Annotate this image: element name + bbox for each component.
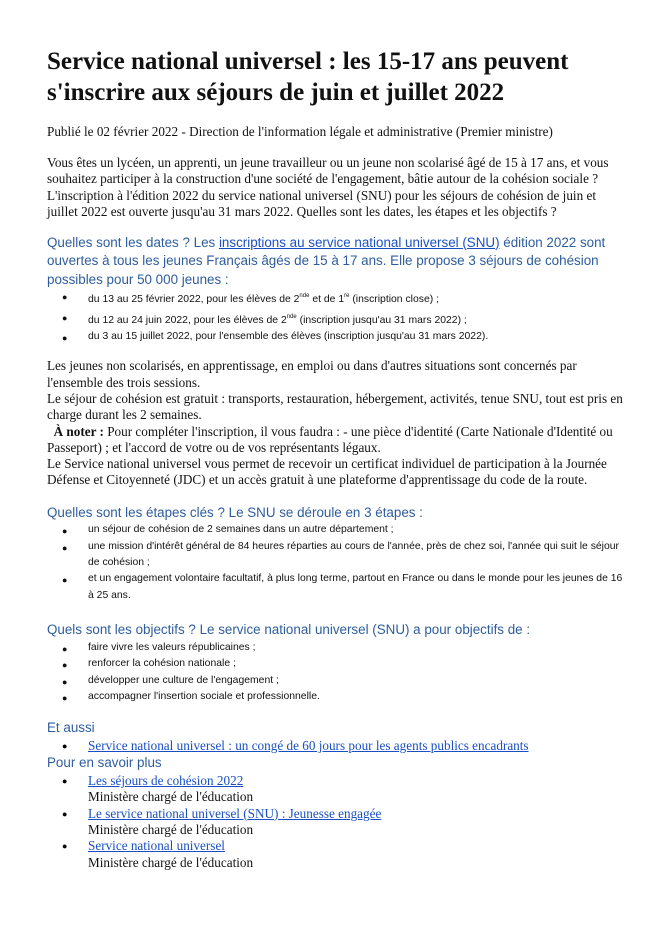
en-savoir-plus-list <box>47 773 627 871</box>
list-item: ● du 13 au 25 février 2022, pour les élèves de 2nde et de 1re (inscription close) ; <box>47 288 627 308</box>
objectifs-heading: Quels sont les objectifs ? Le service national universel (SNU) a pour objectifs de : <box>47 622 531 638</box>
paragraph-gratuit: Le séjour de cohésion est gratuit : transports, restauration, hébergement, activités, tenue SNU, tout est pris en charge durant les 2 semaines. <box>47 390 623 423</box>
list-item <box>47 773 627 806</box>
bullet-icon: ● <box>62 740 68 751</box>
list-item: ● du 3 au 15 juillet 2022, pour l'ensemble des élèves (inscription jusqu'au 31 mars 2022). <box>47 329 627 345</box>
dates-heading <box>47 234 627 290</box>
list-item: ● renforcer la cohésion nationale ; <box>47 656 627 672</box>
conge-agents-link[interactable]: Service national universel : un congé de 60 jours pour les agents publics encadrants <box>88 737 529 753</box>
link-source: Ministère chargé de l'éducation <box>88 854 254 870</box>
snu-inscriptions-link[interactable]: inscriptions au service national universel (SNU) <box>218 234 500 250</box>
bullet-icon: ● <box>62 526 68 537</box>
page-title: Service national universel : les 15-17 ans peuvent s'inscrire aux séjours de juin et juillet 2022 <box>47 48 569 106</box>
bullet-icon: ● <box>62 292 68 303</box>
bullet-icon: ● <box>62 542 68 553</box>
bullet-icon: ● <box>62 660 68 671</box>
bullet-icon: ● <box>62 775 68 786</box>
dates-list <box>47 288 627 345</box>
note-label: À noter : <box>53 423 104 439</box>
dates-heading-text: Quelles sont les dates ? Les <box>47 234 219 250</box>
list-item: ● et un engagement volontaire facultatif, à plus long terme, partout en France ou dans le monde pour les jeunes de 16 à 25 ans. <box>62 573 623 601</box>
note-paragraph <box>47 424 627 457</box>
list-item: ● du 12 au 24 juin 2022, pour les élèves de 2nde (inscription jusqu'au 31 mars 2022) ; <box>47 309 627 329</box>
bullet-icon: ● <box>62 676 68 687</box>
bullet-icon: ● <box>62 332 68 343</box>
list-item: ● développer une culture de l'engagement ; <box>47 673 627 689</box>
link-source: Ministère chargé de l'éducation <box>88 822 254 837</box>
snu-link[interactable]: Service national universel <box>88 838 225 854</box>
note-text: Pour compléter l'inscription, il vous faudra : - une pièce d'identité (Carte Nationale d'Identité ou Passeport) ; et l'accord de votre ou de vos représentants légaux. <box>47 423 613 455</box>
list-item: ● une mission d'intérêt général de 84 heures réparties au cours de l'année, près de chez soi, l'année qui suit le séjour de cohésion ; <box>62 540 620 569</box>
list-item: ● faire vivre les valeurs républicaines ; <box>47 640 627 656</box>
bullet-icon: ● <box>62 312 68 323</box>
paragraph-certificat: Le Service national universel vous permet de recevoir un certificat individuel de participation à la Journée Défense et Citoyenneté (JDC) et un accès gratuit à une plateforme d'apprentissage du code de la route. <box>47 456 607 488</box>
list-item: ● accompagner l'insertion sociale et professionnelle. <box>47 689 627 705</box>
bullet-icon: ● <box>62 841 68 852</box>
snu-jeunesse-engagee-link[interactable]: Le service national universel (SNU) : Jeunesse engagée <box>88 805 382 821</box>
paragraph-non-scolarises: Les jeunes non scolarisés, en apprentissage, en emploi ou dans d'autres situations sont concernés par l'ensemble des trois sessions. <box>47 358 577 390</box>
dates-heading-text-after: édition 2022 sont ouvertes à tous les jeunes Français âgés de 15 à 17 ans. Elle propose 3 séjours de cohésion possibles pour 50 000 jeunes : <box>47 234 606 287</box>
intro-paragraph: Vous êtes un lycéen, un apprenti, un jeune travailleur ou un jeune non scolarisé âgé de 15 à 17 ans, et vous souhaitez participer à la construction d'une société de l'engagement, bâtie autour de la cohésion sociale ? L'inscription à l'édition 2022 du service national universel (SNU) pour les séjours de cohésion de juin et juillet 2022 est ouverte jusqu'au 31 mars 2022. Quelles sont les dates, les étapes et les objectifs ? <box>47 155 609 220</box>
etapes-heading: Quelles sont les étapes clés ? Le SNU se déroule en 3 étapes : <box>47 504 423 520</box>
bullet-icon: ● <box>62 643 68 654</box>
sejours-cohesion-link[interactable]: Les séjours de cohésion 2022 <box>88 772 244 788</box>
publication-info: Publié le 02 février 2022 - Direction de l'information légale et administrative (Premier ministre) <box>47 124 553 139</box>
bullet-icon: ● <box>62 692 68 703</box>
body-paragraphs <box>47 358 627 488</box>
list-item <box>47 738 627 754</box>
link-source: Ministère chargé de l'éducation <box>88 789 254 805</box>
et-aussi-heading: Et aussi <box>47 720 95 736</box>
objectifs-list <box>47 640 627 706</box>
bullet-icon: ● <box>62 575 68 586</box>
en-savoir-plus-heading: Pour en savoir plus <box>47 755 162 771</box>
et-aussi-list <box>47 738 627 754</box>
list-item <box>47 806 627 839</box>
etapes-list <box>47 522 627 604</box>
document-page <box>47 46 627 871</box>
list-item: ● un séjour de cohésion de 2 semaines dans un autre département ; <box>47 522 627 538</box>
bullet-icon: ● <box>62 808 68 819</box>
list-item <box>47 838 627 871</box>
